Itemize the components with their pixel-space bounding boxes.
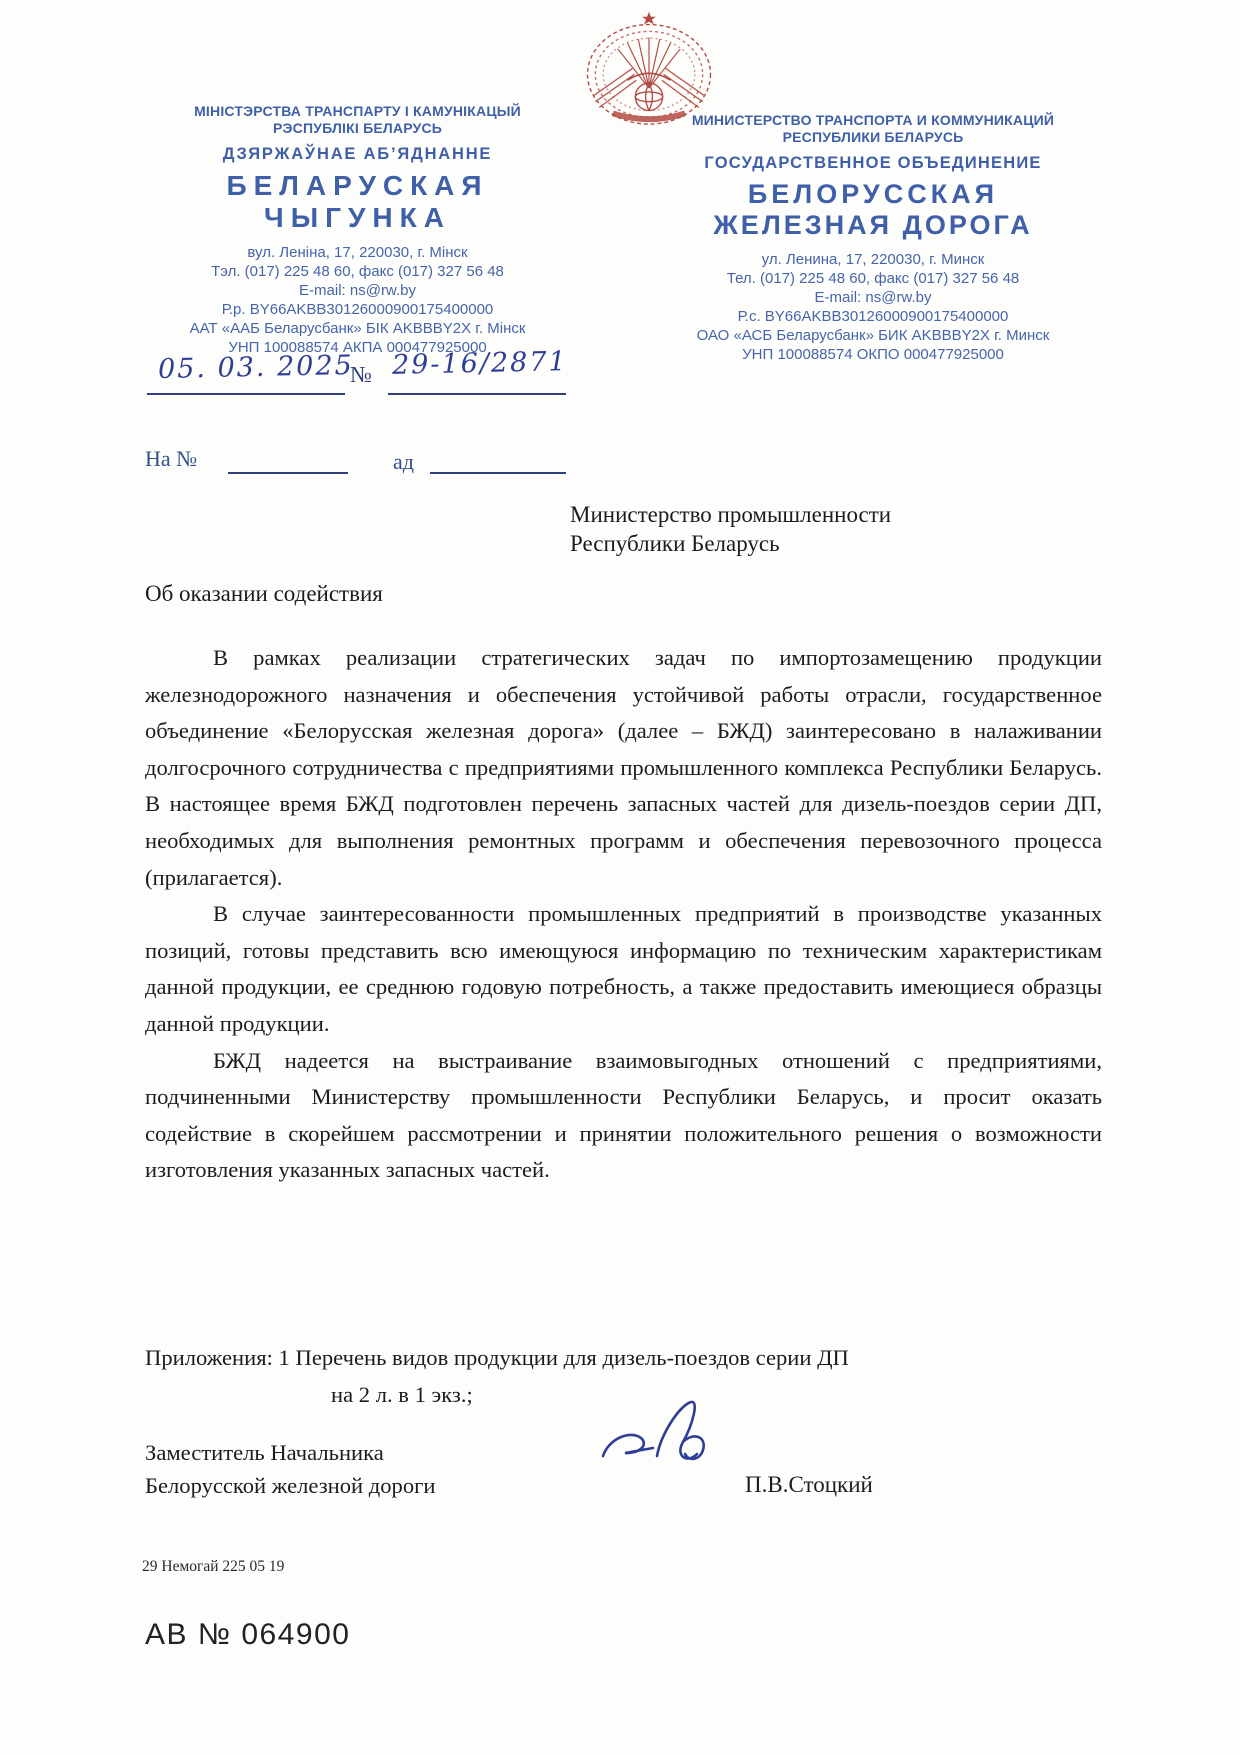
reply-date-label: ад	[393, 449, 414, 474]
bank-by: ААТ «ААБ Беларусбанк» БІК AKBBBY2X г. Мінск	[189, 320, 526, 337]
email-ru: E-mail: ns@rw.by	[814, 289, 932, 306]
signer-name: П.В.Стоцкий	[745, 1472, 873, 1497]
handwritten-outgoing-number: 29-16/2871	[391, 346, 568, 381]
addressee-line-1: Министерство промышленности	[570, 502, 892, 527]
executor-note: 29 Немогай 225 05 19	[142, 1558, 285, 1575]
date-underline	[147, 393, 345, 395]
handwritten-date: 05. 03. 2025	[157, 349, 355, 386]
addressee-line-2: Республики Беларусь	[570, 531, 780, 556]
bank-ru: ОАО «АСБ Беларусбанк» БИК AKBBBY2X г. Минск	[696, 327, 1050, 344]
phone-ru: Тел. (017) 225 48 60, факс (017) 327 56 48	[726, 270, 1020, 287]
address-ru: ул. Ленина, 17, 220030, г. Минск	[761, 251, 985, 268]
handwritten-signature-icon	[595, 1398, 755, 1490]
attachments-line-2: на 2 л. в 1 экз.;	[331, 1381, 473, 1407]
coat-of-arms-icon	[556, 6, 742, 128]
ministry-name-ru-1: МИНИСТЕРСТВО ТРАНСПОРТА И КОММУНИКАЦИЙ	[691, 112, 1055, 128]
email-by: E-mail: ns@rw.by	[299, 282, 416, 299]
org-name-ru-2: ЖЕЛЕЗНАЯ ДОРОГА	[713, 210, 1033, 240]
reply-date-underline	[430, 472, 566, 474]
letter-body	[145, 640, 1102, 1189]
reply-number-underline	[228, 472, 348, 474]
letterhead-left	[150, 103, 565, 357]
body-paragraph-3: БЖД надеется на выстраивание взаимовыгодных отношений с предприятиями, подчиненными Министерству промышленности Республики Беларусь, и просит оказать содействие в скорейшем рассмотрении и принятии положительного решения о возможности изготовления указанных запасных частей.	[145, 1047, 1102, 1183]
org-name-by-2: ЧЫГУНКА	[264, 202, 451, 233]
letterhead-right	[648, 112, 1098, 364]
attachments-line-1: Приложения: 1 Перечень видов продукции для дизель-поездов серии ДП	[145, 1345, 849, 1370]
org-name-ru-1: БЕЛОРУССКАЯ	[747, 179, 999, 209]
addressee-block	[570, 500, 891, 558]
body-paragraph-1: В рамках реализации стратегических задач по импортозамещению продукции железнодорожного назначения и обеспечения устойчивой работы отрасли, государственное объединение «Белорусская железная дорога» (далее – БЖД) заинтересовано в налаживании долгосрочного сотрудничества с предприятиями промышленного комплекса Республики Беларусь. В настоящее время БЖД подготовлен перечень запасных частей для дизель-поездов серии ДП, необходимых для выполнения ремонтных программ и обеспечения перевозочного процесса (прилагается).	[145, 645, 1102, 890]
phone-by: Тэл. (017) 225 48 60, факс (017) 327 56 48	[211, 263, 504, 280]
codes-by: УНП 100088574 АКПА 000477925000	[228, 339, 487, 356]
signer-position-line-1: Заместитель Начальника	[145, 1440, 384, 1465]
number-underline	[388, 393, 566, 395]
form-number: АВ № 064900	[145, 1618, 351, 1651]
codes-ru: УНП 100088574 ОКПО 000477925000	[742, 346, 1004, 363]
reply-number-label: На №	[145, 446, 198, 471]
body-paragraph-2: В случае заинтересованности промышленных предприятий в производстве указанных позиций, готовы представить всю имеющуюся информацию по техническим характеристикам данной продукции, ее среднюю годовую потребность, а также предоставить имеющиеся образцы данной продукции.	[145, 901, 1102, 1036]
subject-line: Об оказании содействия	[145, 581, 383, 606]
account-by: Р.р. BY66AKBB30126000900175400000	[221, 301, 494, 318]
number-sign: №	[350, 362, 372, 387]
ministry-name-by-1: МІНІСТЭРСТВА ТРАНСПАРТУ І КАМУНІКАЦЫЙ	[194, 103, 521, 119]
ministry-name-by-2: РЭСПУБЛІКІ БЕЛАРУСЬ	[272, 120, 443, 136]
account-ru: Р.с. BY66AKBB30126000900175400000	[737, 308, 1009, 325]
ministry-name-ru-2: РЕСПУБЛИКИ БЕЛАРУСЬ	[782, 129, 964, 145]
association-by: ДЗЯРЖАЎНАЕ АБ’ЯДНАННЕ	[222, 145, 493, 163]
association-ru: ГОСУДАРСТВЕННОЕ ОБЪЕДИНЕНИЕ	[704, 154, 1042, 172]
address-by: вул. Леніна, 17, 220030, г. Мінск	[247, 244, 468, 261]
org-name-by-1: БЕЛАРУСКАЯ	[226, 170, 489, 201]
signer-position	[145, 1436, 436, 1502]
signer-position-line-2: Белорусской железной дороги	[145, 1473, 436, 1498]
